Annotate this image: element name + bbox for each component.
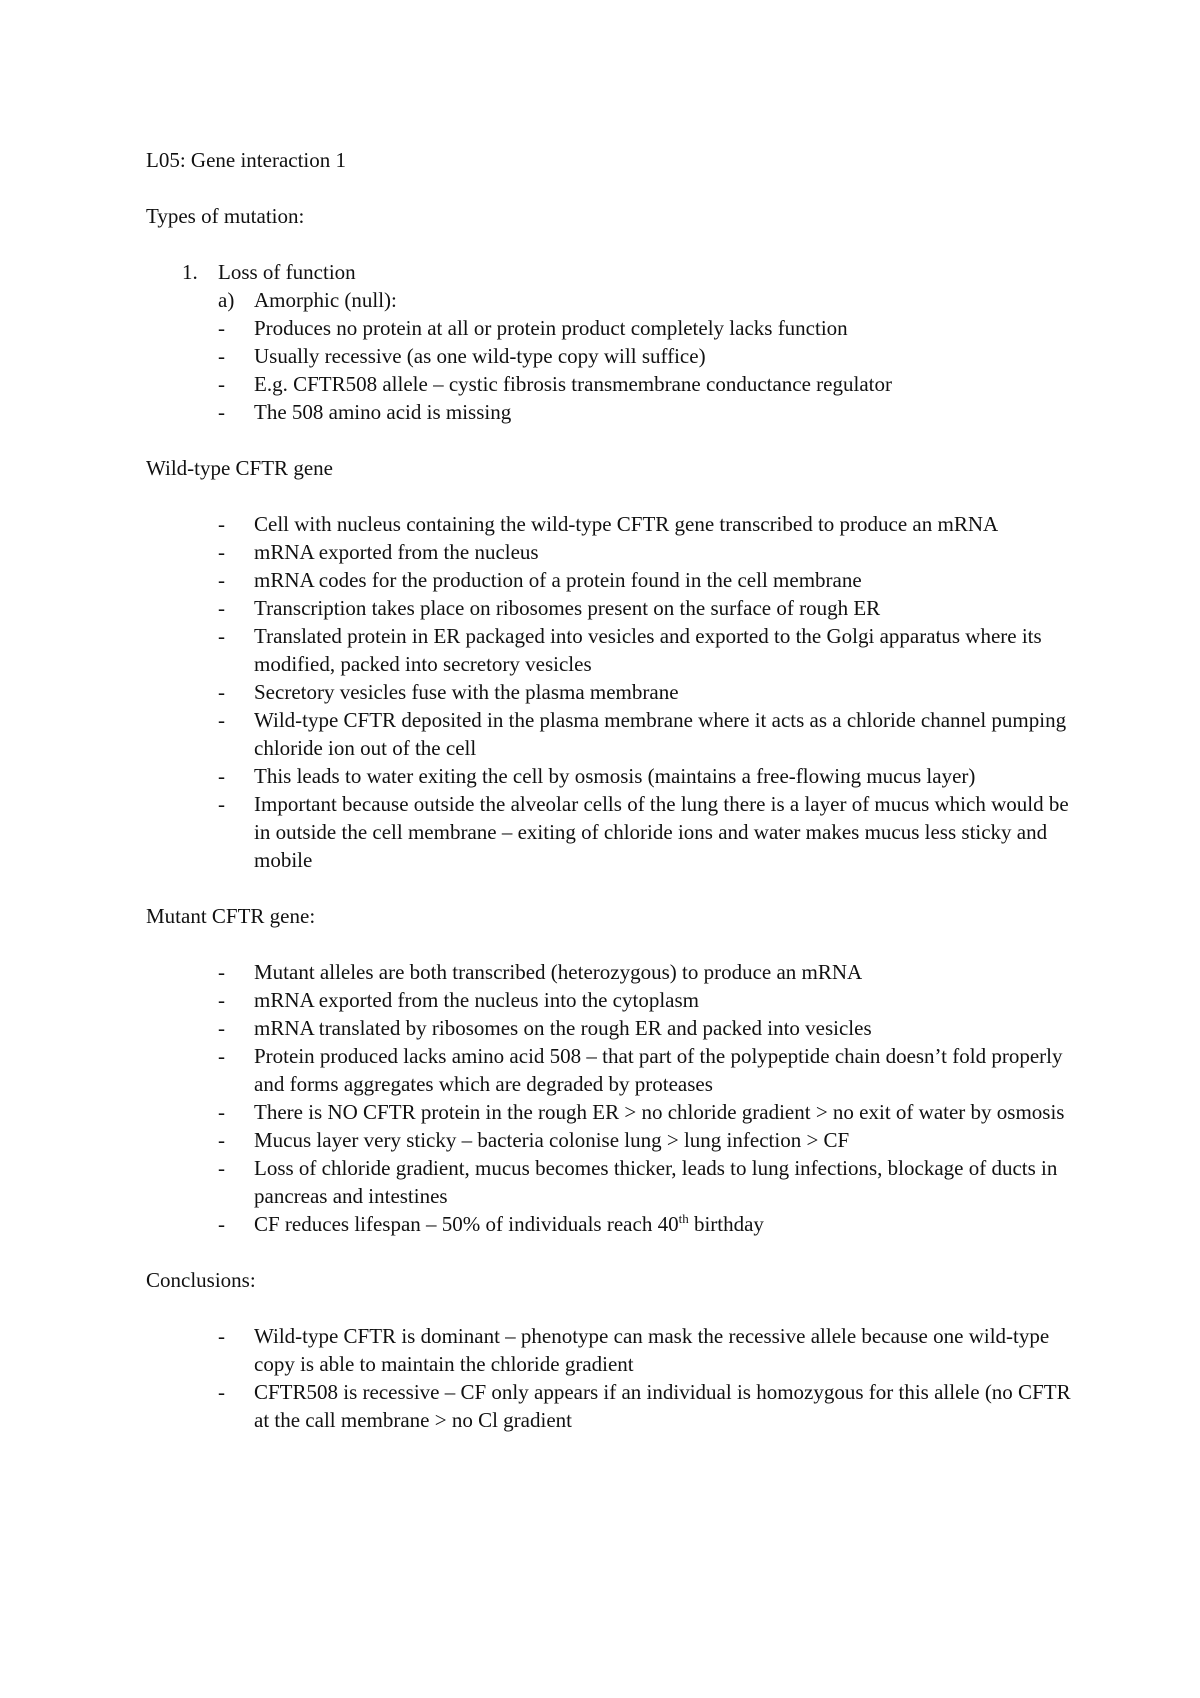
list-item-text (254, 1210, 1076, 1238)
spacer (146, 174, 1076, 202)
document-page (146, 146, 1076, 1434)
dash-marker: - (218, 512, 225, 536)
list-item (146, 790, 1076, 874)
ordinal-superscript: th (678, 1211, 689, 1226)
dash-marker: - (218, 792, 225, 816)
list-item (146, 678, 1076, 706)
list-item-text: mRNA codes for the production of a protein found in the cell membrane (254, 568, 862, 592)
list-item-text: mRNA translated by ribosomes on the rough ER and packed into vesicles (254, 1016, 872, 1040)
sub-item-marker: a) (218, 288, 235, 312)
list-item (146, 1154, 1076, 1210)
list-item (146, 1042, 1076, 1098)
list-item (146, 370, 1076, 398)
list-item (146, 958, 1076, 986)
dash-marker: - (218, 624, 225, 648)
list-item (146, 1126, 1076, 1154)
dash-marker: - (218, 344, 225, 368)
dash-marker: - (218, 596, 225, 620)
list-item-text: mRNA exported from the nucleus (254, 540, 539, 564)
lifespan-text-after: birthday (688, 1212, 764, 1236)
dash-marker: - (218, 708, 225, 732)
mutant-heading: Mutant CFTR gene: (146, 904, 316, 928)
list-item (146, 398, 1076, 426)
list-number: 1. (182, 260, 198, 284)
numbered-item-loss-of-function (146, 258, 1076, 286)
lifespan-text-before: CF reduces lifespan – 50% of individuals reach 40 (254, 1212, 679, 1236)
spacer (146, 874, 1076, 902)
dash-marker: - (218, 764, 225, 788)
list-item (146, 1322, 1076, 1378)
list-item-text: mRNA exported from the nucleus into the cytoplasm (254, 988, 699, 1012)
spacer (146, 426, 1076, 454)
spacer (146, 1294, 1076, 1322)
dash-marker: - (218, 1156, 225, 1180)
list-item-text: Wild-type CFTR is dominant – phenotype can mask the recessive allele because one wild-type copy is able to maintain the chloride gradient (254, 1324, 1050, 1376)
list-item-text: CFTR508 is recessive – CF only appears if an individual is homozygous for this allele (no CFTR at the call membrane > no Cl gradient (254, 1380, 1071, 1432)
list-item-text: Important because outside the alveolar cells of the lung there is a layer of mucus which would be in outside the cell membrane – exiting of chloride ions and water makes mucus less sticky and mobile (254, 792, 1069, 872)
types-heading: Types of mutation: (146, 204, 305, 228)
dash-marker: - (218, 316, 225, 340)
list-item-text: Mucus layer very sticky – bacteria colonise lung > lung infection > CF (254, 1128, 850, 1152)
list-item (146, 314, 1076, 342)
dash-marker: - (218, 988, 225, 1012)
spacer (146, 482, 1076, 510)
dash-marker: - (218, 1016, 225, 1040)
list-item-text: E.g. CFTR508 allele – cystic fibrosis transmembrane conductance regulator (254, 372, 892, 396)
list-item (146, 1210, 1076, 1238)
dash-marker: - (218, 1212, 225, 1236)
list-item (146, 986, 1076, 1014)
dash-marker: - (218, 680, 225, 704)
dash-marker: - (218, 1128, 225, 1152)
document-title: L05: Gene interaction 1 (146, 148, 347, 172)
dash-marker: - (218, 1044, 225, 1068)
list-item-text: There is NO CFTR protein in the rough ER > no chloride gradient > no exit of water by osmosis (254, 1100, 1065, 1124)
list-item-text: Transcription takes place on ribosomes present on the surface of rough ER (254, 596, 881, 620)
dash-marker: - (218, 1324, 225, 1348)
sub-item-label: Amorphic (null): (254, 288, 397, 312)
list-item-text: Cell with nucleus containing the wild-type CFTR gene transcribed to produce an mRNA (254, 512, 999, 536)
sub-item-amorphic (146, 286, 1076, 314)
dash-marker: - (218, 400, 225, 424)
list-item (146, 622, 1076, 678)
list-item (146, 1378, 1076, 1434)
dash-marker: - (218, 568, 225, 592)
list-item-text: Secretory vesicles fuse with the plasma membrane (254, 680, 679, 704)
dash-marker: - (218, 960, 225, 984)
list-item (146, 1098, 1076, 1126)
list-item-text: Loss of chloride gradient, mucus becomes thicker, leads to lung infections, blockage of ducts in pancreas and intestines (254, 1156, 1058, 1208)
spacer (146, 230, 1076, 258)
list-item (146, 538, 1076, 566)
list-item-text: Translated protein in ER packaged into vesicles and exported to the Golgi apparatus where its modified, packed into secretory vesicles (254, 624, 1042, 676)
list-item-text: The 508 amino acid is missing (254, 400, 512, 424)
spacer (146, 1238, 1076, 1266)
list-item-text: Produces no protein at all or protein product completely lacks function (254, 316, 848, 340)
list-item (146, 510, 1076, 538)
list-item-text: Wild-type CFTR deposited in the plasma membrane where it acts as a chloride channel pumping chloride ion out of the cell (254, 708, 1067, 760)
dash-marker: - (218, 540, 225, 564)
dash-marker: - (218, 372, 225, 396)
list-item (146, 594, 1076, 622)
list-item (146, 706, 1076, 762)
dash-marker: - (218, 1380, 225, 1404)
list-item-text: Mutant alleles are both transcribed (heterozygous) to produce an mRNA (254, 960, 863, 984)
list-item (146, 566, 1076, 594)
dash-marker: - (218, 1100, 225, 1124)
wildtype-heading: Wild-type CFTR gene (146, 456, 333, 480)
numbered-item-label: Loss of function (218, 260, 356, 284)
list-item-text: Protein produced lacks amino acid 508 – that part of the polypeptide chain doesn’t fold properly and forms aggregates which are degraded by proteases (254, 1044, 1063, 1096)
spacer (146, 930, 1076, 958)
list-item-text: This leads to water exiting the cell by osmosis (maintains a free-flowing mucus layer) (254, 764, 976, 788)
list-item-text: Usually recessive (as one wild-type copy will suffice) (254, 344, 706, 368)
conclusions-heading: Conclusions: (146, 1268, 256, 1292)
list-item (146, 762, 1076, 790)
list-item (146, 1014, 1076, 1042)
list-item (146, 342, 1076, 370)
